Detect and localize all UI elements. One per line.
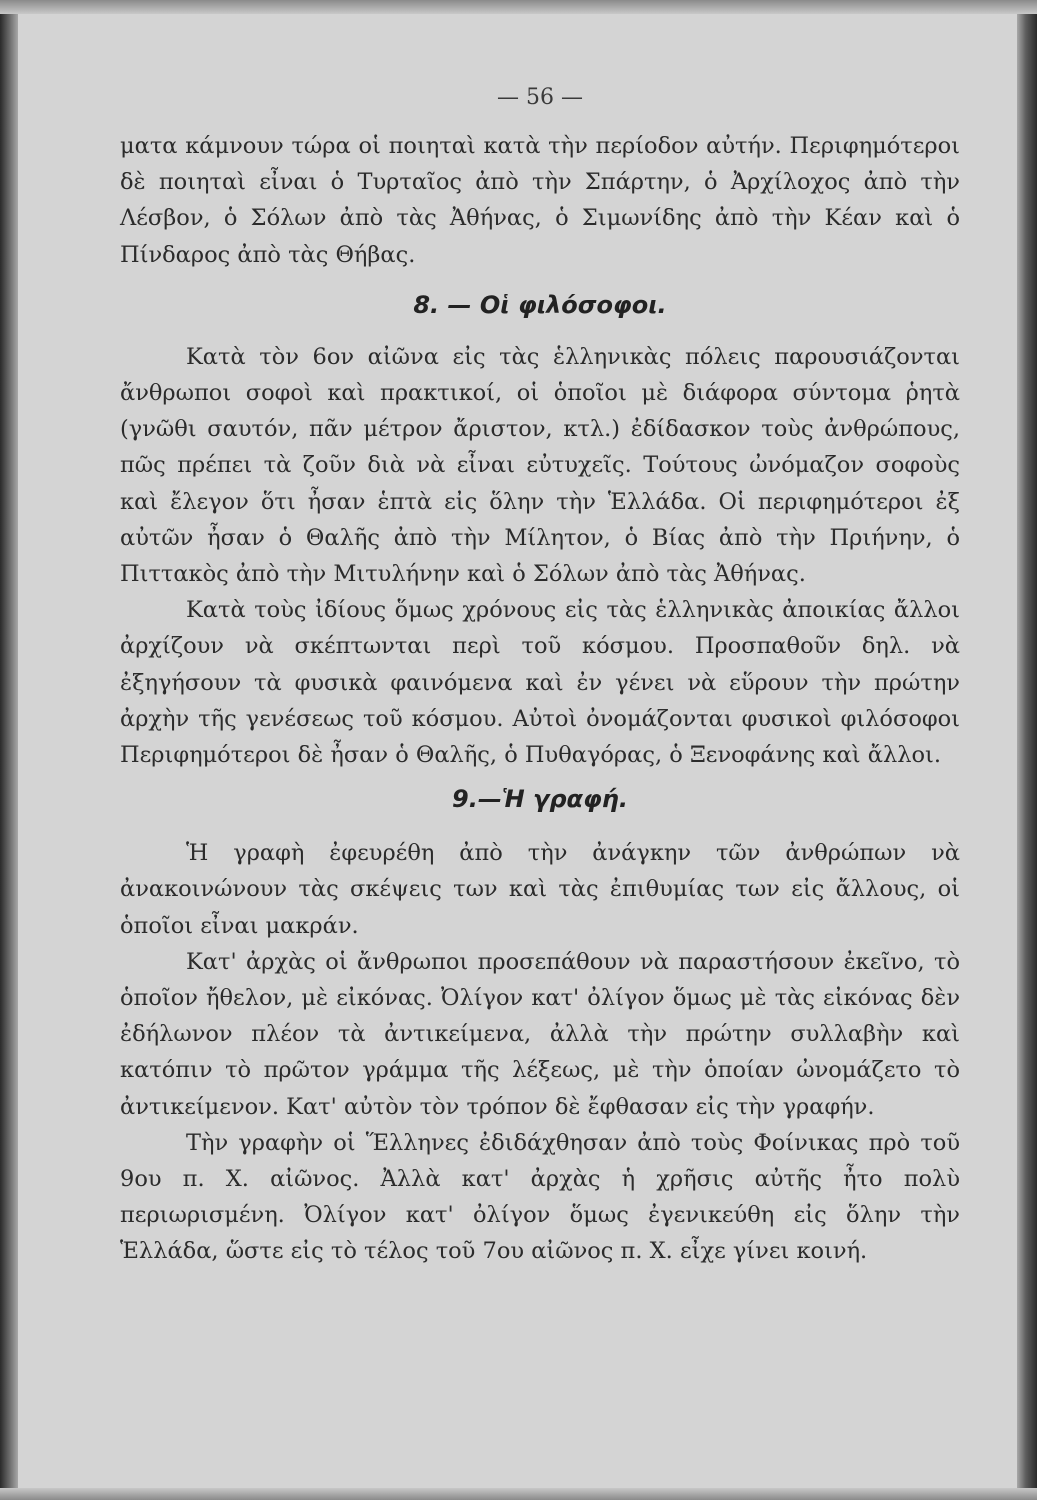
paragraph-poets-continued: ματα κάμνουν τώρα οἱ ποιηταὶ κατὰ τὴν περίοδον αὐτήν. Περιφημότεροι δὲ ποιηταὶ εἶναι ὁ Τυρταῖος ἀπὸ τὴν Σπάρτην, ὁ Ἀρχίλοχος ἀπὸ τὴν Λέσβον, ὁ Σόλων ἀπὸ τὰς Ἀθήνας, ὁ Σιμωνίδης ἀπὸ τὴν Κέαν καὶ ὁ Πίνδαρος ἀπὸ τὰς Θήβας.: [120, 133, 960, 268]
paragraph-writing-phoenicians: Τὴν γραφὴν οἱ Ἕλληνες ἐδιδάχθησαν ἀπὸ τοὺς Φοίνικας πρὸ τοῦ 9ου π. Χ. αἰῶνος. Ἀλλὰ κατ' ἀρχὰς ἡ χρῆσις αὐτῆς ἦτο πολὺ περιωρισμένη. Ὀλίγον κατ' ὀλίγον ὅμως ἐγενικεύθη εἰς ὅλην τὴν Ἑλλάδα, ὥστε εἰς τὸ τέλος τοῦ 7ου αἰῶνος π. Χ. εἶχε γίνει κοινή.: [120, 1129, 960, 1265]
scan-border-left: [0, 0, 18, 1500]
section-heading-writing: 9.—Ἡ γραφή.: [452, 785, 628, 814]
scan-border-top: [0, 0, 1037, 14]
section-heading-philosophers: 8. — Οἱ φιλόσοφοι.: [413, 290, 667, 319]
scan-border-right: [1017, 0, 1037, 1500]
page-number: — 56 —: [497, 85, 583, 110]
paragraph-writing-pictures: Κατ' ἀρχὰς οἱ ἄνθρωποι προσεπάθουν νὰ παραστήσουν ἐκεῖνο, τὸ ὁποῖον ἤθελον, μὲ εἰκόνας. Ὀλίγον κατ' ὀλίγον ὅμως μὲ τὰς εἰκόνας δὲν ἐδήλωνον πλέον τὰ ἀντικείμενα, ἀλλὰ τὴν πρώτην συλλαβὴν καὶ κατόπιν τὸ πρῶτον γράμμα τῆς λέξεως, μὲ τὴν ὁποίαν ὠνομάζετο τὸ ἀντικείμενον. Κατ' αὐτὸν τὸν τρόπον δὲ ἔφθασαν εἰς τὴν γραφήν.: [120, 948, 960, 1120]
paragraph-natural-philosophers: Κατὰ τοὺς ἰδίους ὅμως χρόνους εἰς τὰς ἑλληνικὰς ἀποικίας ἄλλοι ἀρχίζουν νὰ σκέπτωνται περὶ τοῦ κόσμου. Προσπαθοῦν δηλ. νὰ ἐξηγήσουν τὰ φυσικὰ φαινόμενα καὶ ἐν γένει νὰ εὕρουν τὴν πρώτην ἀρχὴν τῆς γενέσεως τοῦ κόσμου. Αὐτοὶ ὀνομάζονται φυσικοὶ φιλόσοφοι Περιφημότεροι δὲ ἦσαν ὁ Θαλῆς, ὁ Πυθαγόρας, ὁ Ξενοφάνης καὶ ἄλλοι.: [120, 597, 960, 769]
paragraph-seven-sages: Κατὰ τὸν 6ον αἰῶνα εἰς τὰς ἑλληνικὰς πόλεις παρουσιάζονται ἄνθρωποι σοφοὶ καὶ πρακτικοί, οἱ ὁποῖοι μὲ διάφορα σύντομα ῥητὰ (γνῶθι σαυτόν, πᾶν μέτρον ἄριστον, κτλ.) ἐδίδασκον τοὺς ἀνθρώπους, πῶς πρέπει τὰ ζοῦν διὰ νὰ εἶναι εὐτυχεῖς. Τούτους ὠνόμαζον σοφοὺς καὶ ἔλεγον ὅτι ἦσαν ἑπτὰ εἰς ὅλην τὴν Ἑλλάδα. Οἱ περιφημότεροι ἐξ αὐτῶν ἦσαν ὁ Θαλῆς ἀπὸ τὴν Μίλητον, ὁ Βίας ἀπὸ τὴν Πριήνην, ὁ Πιττακὸς ἀπὸ τὴν Μιτυλήνην καὶ ὁ Σόλων ἀπὸ τὰς Ἀθήνας.: [120, 343, 960, 588]
scan-border-bottom: [0, 1488, 1037, 1500]
paragraph-writing-invention: Ἡ γραφὴ ἐφευρέθη ἀπὸ τὴν ἀνάγκην τῶν ἀνθρώπων νὰ ἀνακοινώνουν τὰς σκέψεις των καὶ τὰς ἐπιθυμίας των εἰς ἄλλους, οἱ ὁποῖοι εἶναι μακράν.: [120, 840, 960, 939]
page-content: [120, 80, 960, 1270]
